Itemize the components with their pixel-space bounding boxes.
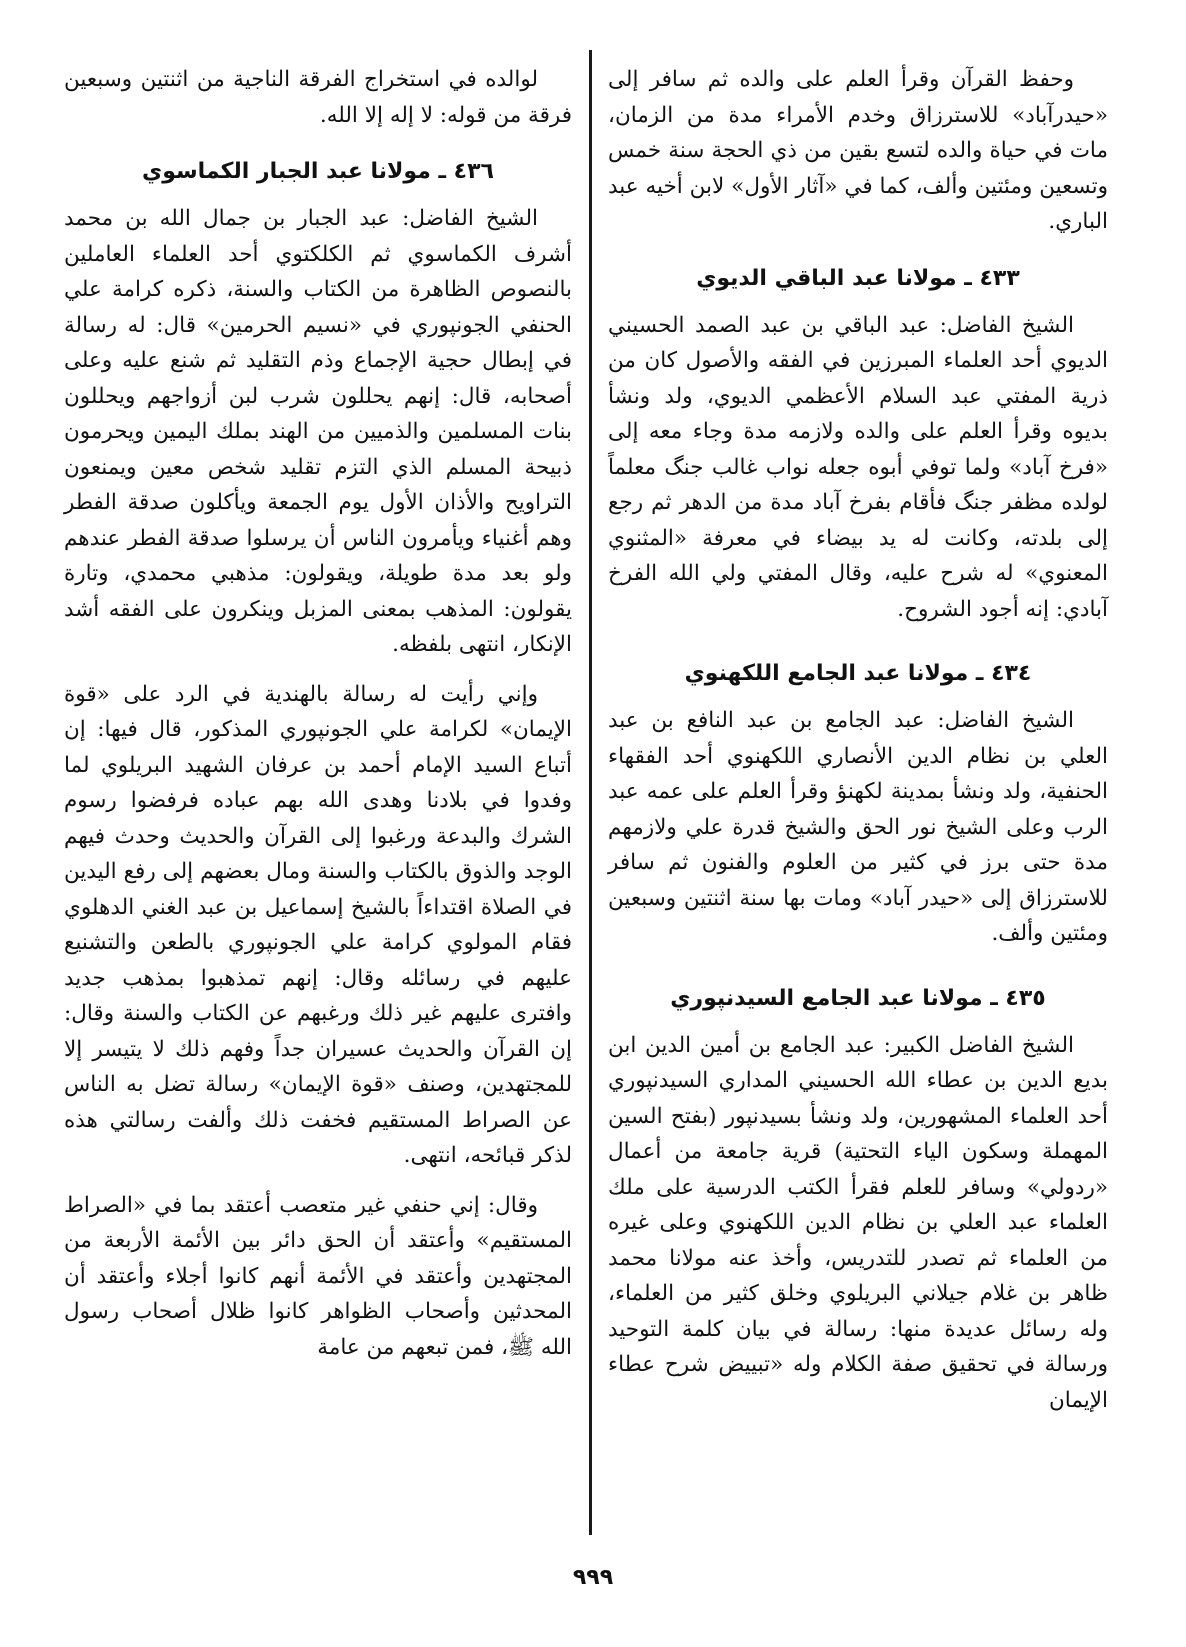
entry-paragraph: وقال: إني حنفي غير متعصب أعتقد بما في «الصراط المستقيم» وأعتقد أن الحق دائر بين الأئمة الأربعة من المجتهدين وأعتقد في الأئمة أنهم كانوا أجلاء وأعتقد أن المحدثين وأصحاب الظواهر كانوا ظلال أصحاب رسول الله ﷺ، فمن تبعهم من عامة — [64, 1192, 572, 1360]
entry-paragraph: الشيخ الفاضل: عبد الجبار بن جمال الله بن محمد أشرف الكماسوي ثم الكلكتوي أحد العلماء العاملين بالنصوص الظاهرة من الكتاب والسنة، ذكره كرامة علي الحنفي الجونپوري في «نسيم الحرمين» قال: له رسالة في إبطال حجية الإجماع وذم التقليد ثم شنع عليه وعلى أصحابه، قال: إنهم يحللون شرب لبن أزواجهم ويحللون بنات المسلمين والذميين من الهند بملك اليمين ويحرمون ذبيحة المسلم الذي التزم تقليد شخص معين ويمنعون التراويح والأذان الأول يوم الجمعة ويأكلون صدقة الفطر وهم أغنياء ويأمرون الناس أن يرسلوا صدقة الفطر عندهم ولو بعد مدة طويلة، ويقولون: مذهبي محمدي، وتارة يقولون: المذهب بمعنى المزبل وينكرون على الفقه أشد الإنكار، انتهى بلفظه. — [64, 206, 572, 657]
left-column — [64, 62, 572, 1365]
column-divider — [589, 50, 592, 1535]
entry-heading-435: ٤٣٥ ـ مولانا عبد الجامع السيدنپوري — [670, 985, 1046, 1011]
entry-heading-436: ٤٣٦ ـ مولانا عبد الجبار الكماسوي — [142, 159, 494, 184]
continued-text: لوالده في استخراج الفرقة الناجية من اثنتين وسبعين فرقة من قوله: لا إله إلا الله. — [64, 67, 572, 128]
entry-heading-433: ٤٣٣ ـ مولانا عبد الباقي الديوي — [696, 265, 1020, 291]
entry-body-434: الشيخ الفاضل: عبد الجامع بن عبد النافع بن عبد العلي بن نظام الدين الأنصاري اللكهنوي أحد الفقهاء الحنفية، ولد ونشأ بمدينة لكهنؤ وقرأ العلم على عمه عبد الرب وعلى الشيخ نور الحق والشيخ قدرة علي ولازمهم مدة حتى برز في كثير من العلوم والفنون ثم سافر للاسترزاق إلى «حيدر آباد» ومات بها سنة اثنتين وسبعين ومئتين وألف. — [608, 708, 1108, 946]
entry-body-433: الشيخ الفاضل: عبد الباقي بن عبد الصمد الحسيني الديوي أحد العلماء المبرزين في الفقه والأصول كان من ذرية المفتي عبد السلام الأعظمي الديوي، ولد ونشأ بديوه وقرأ العلم على والده ولازمه مدة وجاء معه إلى «فرخ آباد» ولما توفي أبوه جعله نواب غالب جنگ معلماً لولده مظفر جنگ فأقام بفرخ آباد مدة من الدهر ثم رجع إلى بلدته، وكانت له يد بيضاء في معرفة «المثنوي المعنوي» له شرح عليه، وقال المفتي ولي الله الفرخ آبادي: إنه أجود الشروح. — [608, 312, 1108, 622]
entry-paragraph: وإني رأيت له رسالة بالهندية في الرد على «قوة الإيمان» لكرامة علي الجونپوري المذكور، قال فيها: إن أتباع السيد الإمام أحمد بن عرفان الشهيد البريلوي لما وفدوا في بلادنا وهدى الله بهم عباده فرفضوا رسوم الشرك والبدعة ورغبوا إلى القرآن والحديث وحدث فيهم الوجد والذوق بالكتاب والسنة ومال بعضهم إلى رفع اليدين في الصلاة اقتداءاً بالشيخ إسماعيل بن عبد الغني الدهلوي فقام المولوي كرامة علي الجونپوري بالطعن والتشنيع عليهم في رسائله وقال: إنهم تمذهبوا بمذهب جديد وافترى عليهم غير ذلك ورغبهم عن الكتاب والسنة وقال: إن القرآن والحديث عسيران جداً وفهم ذلك لا يتيسر إلا للمجتهدين، وصنف «قوة الإيمان» رسالة تضل به الناس عن الصراط المستقيم فخفت ذلك وألفت رسالتي هذه لذكر قبائحه، انتهى. — [64, 681, 572, 1168]
entry-heading-434: ٤٣٤ ـ مولانا عبد الجامع اللكهنوي — [684, 661, 1032, 686]
continued-text: وحفظ القرآن وقرأ العلم على والده ثم سافر إلى «حيدرآباد» للاسترزاق وخدم الأمراء مدة من الزمان، مات في حياة والده لتسع بقين من ذي الحجة سنة خمس وتسعين ومئتين وألف، كما في «آثار الأول» لابن أخيه عبد الباري. — [608, 67, 1108, 234]
entry-body-435: الشيخ الفاضل الكبير: عبد الجامع بن أمين الدين ابن بديع الدين بن عطاء الله الحسيني المداري السيدنپوري أحد العلماء المشهورين، ولد ونشأ بسيدنپور (بفتح السين المهملة وسكون الياء التحتية) قرية جامعة من أعمال «ردولي» وسافر للعلم فقرأ الكتب الدرسية على ملك العلماء عبد العلي بن نظام الدين اللكهنوي وعلى غيره من العلماء ثم تصدر للتدريس، وأخذ عنه مولانا محمد ظاهر بن غلام جيلاني البريلوي وخلق كثير من العلماء، وله رسائل عديدة منها: رسالة في بيان كلمة التوحيد ورسالة في تحقيق صفة الكلام وله «تبييض شرح عطاء الإيمان — [608, 1032, 1108, 1413]
page-number: ٩٩٩ — [572, 1565, 614, 1590]
right-column — [608, 62, 1108, 1418]
